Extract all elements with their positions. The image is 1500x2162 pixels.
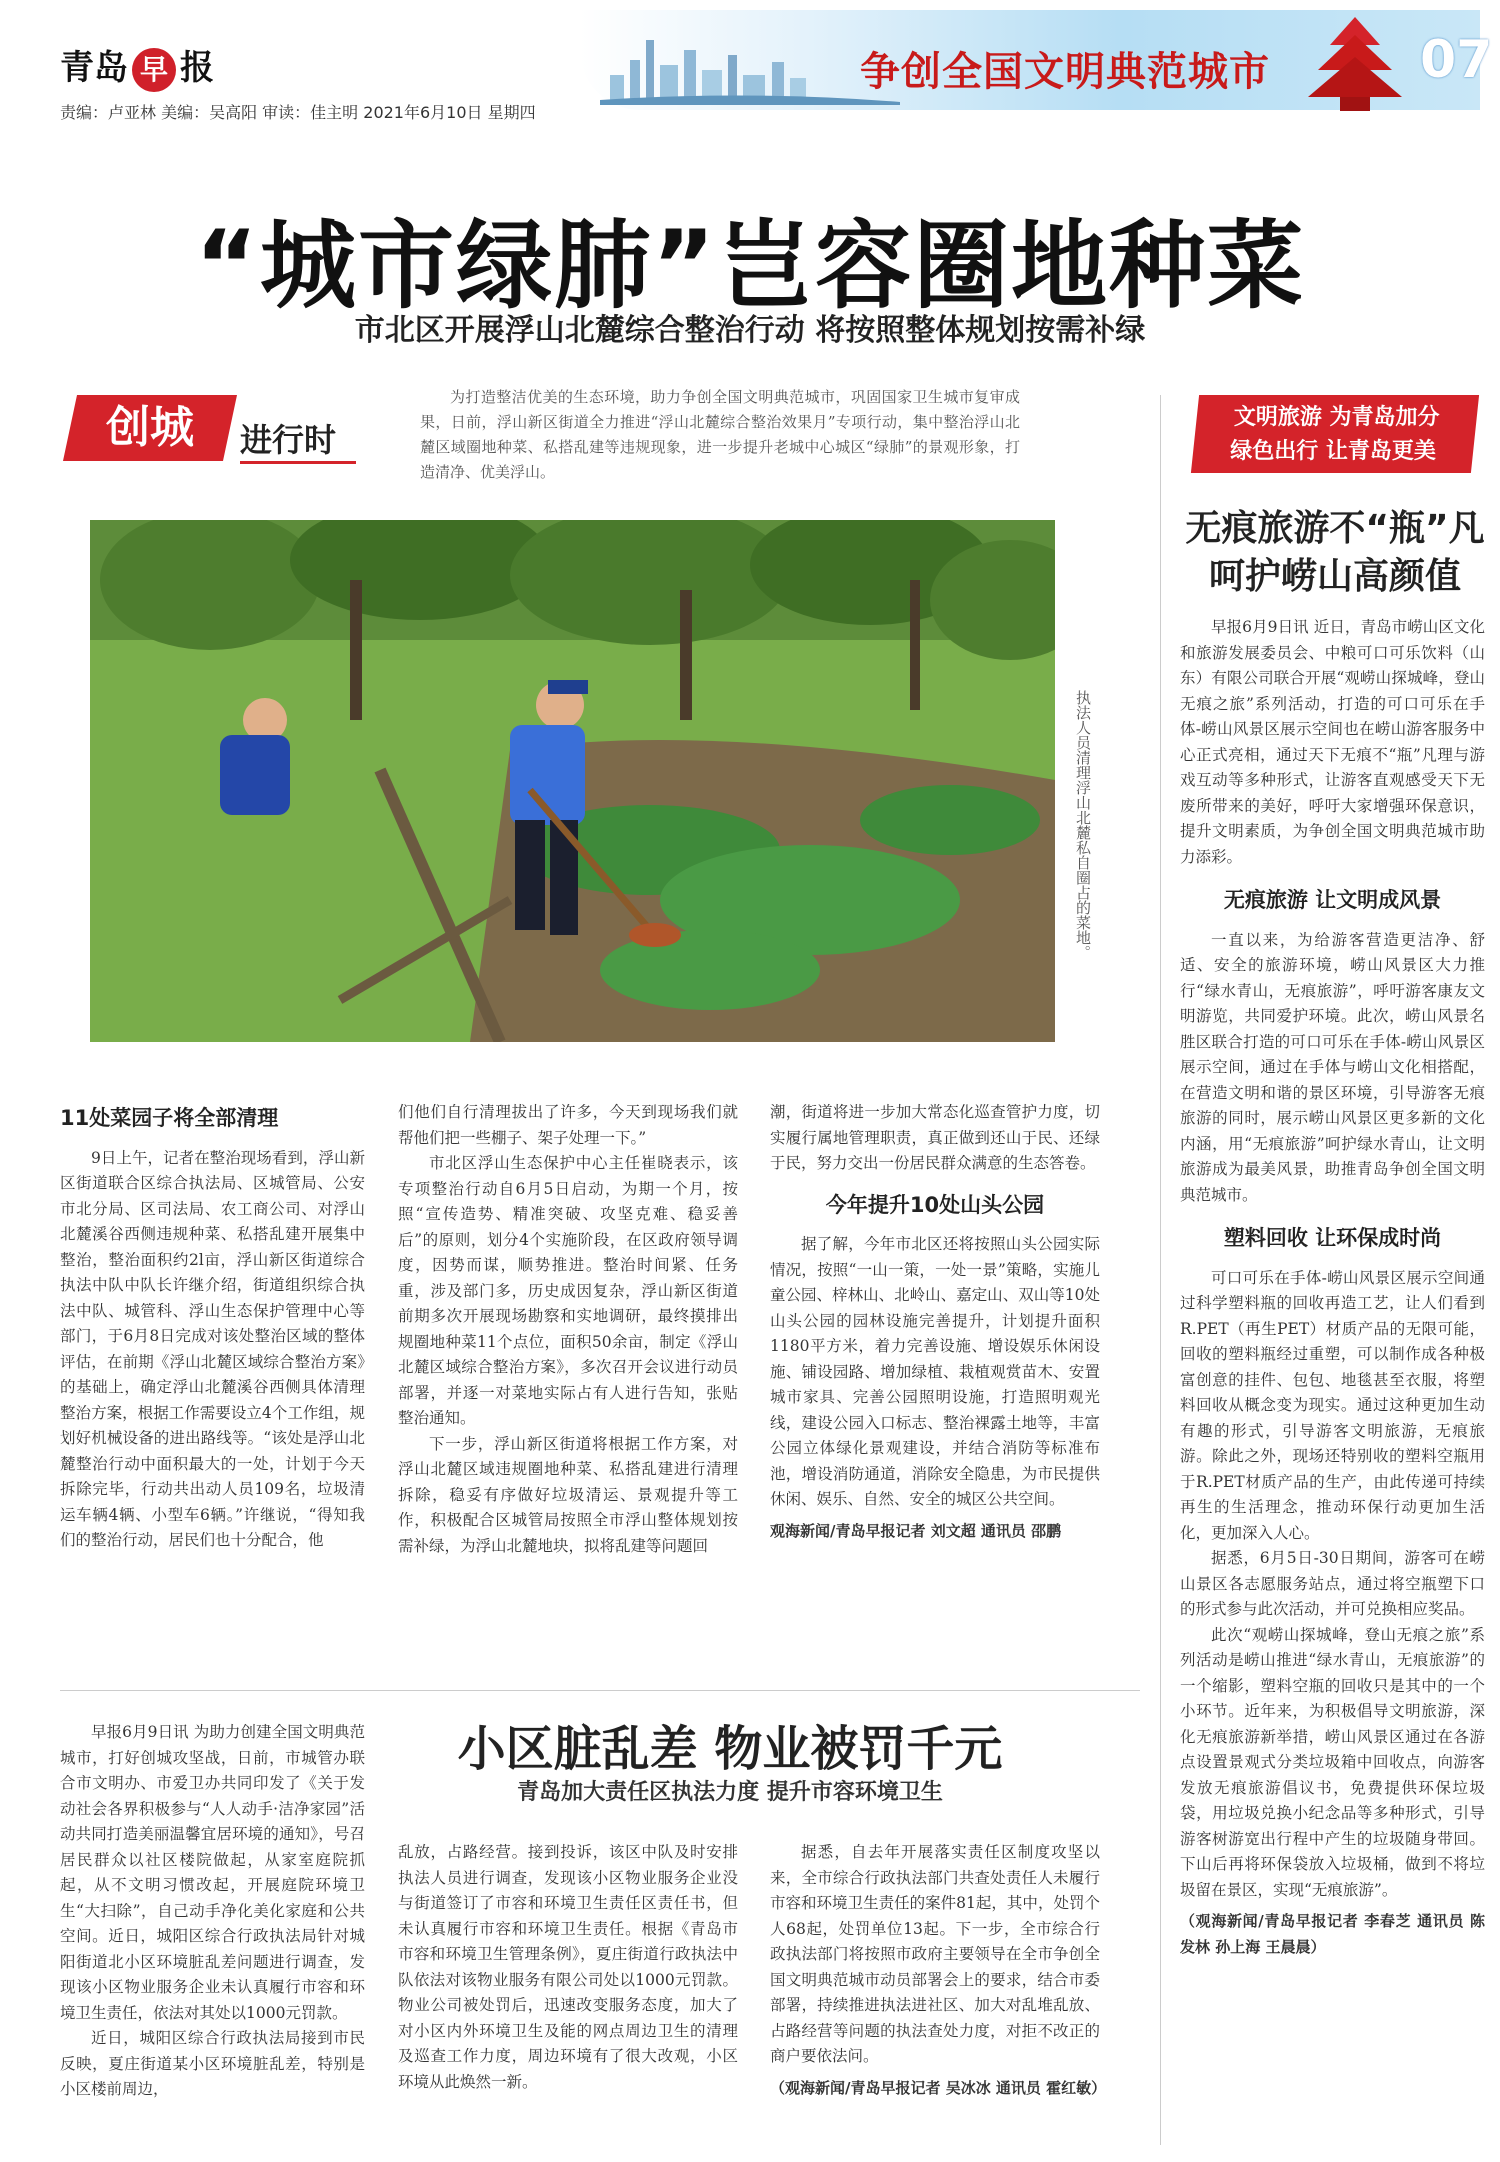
section-heading: 塑料回收 让环保成时尚 bbox=[1223, 1226, 1442, 1250]
section-heading: 今年提升10处山头公园 bbox=[825, 1192, 1045, 1217]
column-divider bbox=[1160, 395, 1161, 2145]
article1-column-1 bbox=[60, 1100, 365, 1554]
body-text: 据悉，自去年开展落实责任区制度攻坚以来，全市综合行政执法部门共查处责任人未履行市容和环境卫生责任的案件81起，其中，处罚个人68起，处罚单位13起。下一步，全市综合行政执法部门将按照市政府主要领导在全市争创全国文明典范城市动员部署会上的要求，结合市委部署，持续推进执法进社区、加大对乱堆乱放、占路经营等问题的执法查处力度，对拒不改正的商户要依法问。 bbox=[770, 1843, 1100, 2065]
section-heading: 11处菜园子将全部清理 bbox=[60, 1106, 279, 1130]
section-heading: 无痕旅游 让文明成风景 bbox=[1223, 888, 1442, 912]
sidebar-badge bbox=[1191, 395, 1479, 473]
byline: （观海新闻/青岛早报记者 吴冰冰 通讯员 霍红敏） bbox=[770, 2078, 1107, 2097]
article2-column-1 bbox=[60, 1720, 365, 2103]
article-lead: 为打造整洁优美的生态环境，助力争创全国文明典范城市，巩固国家卫生城市复审成果，日前，浮山新区街道全力推进“浮山北麓综合整治效果月”专项行动，集中整治浮山北麓区域圈地种菜、私搭乱建等违规现象，进一步提升老城中心城区“绿肺”的景观形象，打造清净、优美浮山。 bbox=[420, 388, 1020, 481]
photo-caption: 执法人员清理浮山北麓私自圈占的菜地。 bbox=[1074, 690, 1092, 960]
body-text: 乱放，占路经营。接到投诉，该区中队及时安排执法人员进行调查，发现该小区物业服务企业没与街道签订了市容和环境卫生责任区责任书，但未认真履行市容和环境卫生责任。根据《青岛市市容和环境卫生管理条例》，夏庄街道行政执法中队依法对该物业服务有限公司处以1000元罚款。物业公司被处罚后，迅速改变服务态度，加大了对小区内外环境卫生及能的网点周边卫生的清理及巡查工作力度，周边环境有了很大改观，小区环境从此焕然一新。 bbox=[398, 1843, 738, 2091]
body-text: 下一步，浮山新区街道将根据工作方案，对浮山北麓区域违规圈地种菜、私搭乱建进行清理拆除，稳妥有序做好垃圾清运、景观提升等工作，积极配合区城管局按照全市浮山整体规划按需补绿，为浮山北麓地块，拟将乱建等问题回 bbox=[398, 1434, 738, 1555]
sidebar-title-line2: 呵护崂山高颜值 bbox=[1208, 556, 1461, 597]
body-text: 一直以来，为给游客营造更洁净、舒适、安全的旅游环境，崂山风景区大力推行“绿水青山，无痕旅游”，呼吁游客康友文明游览，共同爱护环境。此次，崂山风景名胜区联合打造的可口可乐在手体-崂山风景区展示空间，通过在手体与崂山文化相搭配，在营造文明和谐的景区环境，引导游客无痕旅游的同时，展示崂山风景区更多新的文化内涵，用“无痕旅游”呵护绿水青山，让文明旅游成为最美风景，助推青岛争创全国文明典范城市。 bbox=[1180, 930, 1485, 1204]
main-subheadline: 市北区开展浮山北麓综合整治行动 将按照整体规划按需补绿 bbox=[354, 313, 1146, 348]
pagoda-icon bbox=[1300, 15, 1410, 115]
main-headline: “城市绿肺”岂容圈地种菜 bbox=[194, 210, 1306, 322]
byline: （观海新闻/青岛早报记者 李春芝 通讯员 陈发林 孙上海 王晨晨） bbox=[1180, 1912, 1485, 1956]
body-text: 早报6月9日讯 近日，青岛市崂山区文化和旅游发展委员会、中粮可口可乐饮料（山东）有限公司联合开展“观崂山探城峰，登山无痕之旅”系列活动，打造的可口可乐在手体-崂山风景区展示空间也在崂山游客服务中心正式亮相，通过天下无痕不“瓶”凡理与游戏互动等多种形式，让游客直观感受天下无废所带来的美好，呼吁大家增强环保意识，提升文明素质，为争创全国文明典范城市助力添彩。 bbox=[1180, 618, 1485, 866]
logo-left: 青岛 bbox=[60, 48, 128, 88]
sidebar-body bbox=[1180, 615, 1485, 1960]
body-text: 可口可乐在手体-崂山风景区展示空间通过科学塑料瓶的回收再造工艺，让人们看到R.PET（再生PET）材质产品的无限可能，回收的塑料瓶经过重塑，可以制作成各种极富创意的挂件、包包、地毯甚至衣服，将塑料回收从概念变为现实。通过这种更加生动有趣的形式，引导游客文明旅游，无痕旅游。除此之外，现场还特别收的塑料空瓶用于R.PET材质产品的生产，由此传递可持续再生的生活理念，推动环保行动更加生活化，更加深入人心。 bbox=[1180, 1268, 1485, 1542]
sidebar-title bbox=[1180, 505, 1490, 601]
badge-main-text: 创城 bbox=[106, 402, 194, 453]
chuangcheng-badge bbox=[70, 395, 370, 465]
article2-subheadline: 青岛加大责任区执法力度 提升市容环境卫生 bbox=[517, 1780, 943, 1805]
page-number: 07 bbox=[1420, 30, 1493, 90]
newspaper-logo[interactable] bbox=[60, 40, 214, 92]
masthead bbox=[0, 0, 1500, 130]
badge-sub: 进行时 bbox=[240, 415, 356, 464]
banner-title: 争创全国文明典范城市 bbox=[860, 49, 1270, 95]
city-skyline-icon bbox=[600, 20, 900, 105]
sidebar-title-line1: 无痕旅游不“瓶”凡 bbox=[1185, 508, 1485, 549]
logo-seal-icon: 早 bbox=[132, 48, 176, 92]
body-text: 9日上午，记者在整治现场看到，浮山新区街道联合区综合执法局、区城管局、公安市北分局、区司法局、农工商公司、对浮山北麓溪谷西侧违规种菜、私搭乱建开展集中整治，整治面积约2l亩，浮山新区街道综合执法中队中队长许继介绍，街道组织综合执法中队、城管科、浮山生态保护管理中心等部门，于6月8日完成对该处整治区域的整体评估，在前期《浮山北麓区域综合整治方案》的基础上，确定浮山北麓溪谷西侧具体清理整治方案，根据工作需要设立4个工作组，规划好机械设备的进出路线等。“该处是浮山北麓整治行动中面积最大的一处，计划于今天拆除完毕，行动共出动人员109名，垃圾清运车辆4辆、小型车6辆。”许继说，“得知我们的整治行动，居民们也十分配合，他 bbox=[60, 1148, 365, 1549]
article1-column-2 bbox=[398, 1100, 738, 1559]
sidebar-badge-line2: 绿色出行 让青岛更美 bbox=[1230, 439, 1436, 464]
body-text: 潮，街道将进一步加大常态化巡查管护力度，切实履行属地管理职责，真正做到还山于民、还绿于民，努力交出一份居民群众满意的生态答卷。 bbox=[770, 1103, 1100, 1172]
sidebar-badge-line1: 文明旅游 为青岛加分 bbox=[1233, 405, 1440, 430]
article2-column-2 bbox=[398, 1840, 738, 2095]
body-text: 据悉，6月5日-30日期间，游客可在崂山景区各志愿服务站点，通过将空瓶塑下口的形式参与此次活动，并可兑换相应奖品。 bbox=[1180, 1549, 1485, 1618]
body-text: 早报6月9日讯 为助力创建全国文明典范城市，打好创城攻坚战，日前，市城管办联合市文明办、市爱卫办共同印发了《关于发动社会各界积极参与“人人动手·洁净家园”活动共同打造美丽温馨宜居环境的通知》，号召居民群众以社区楼院做起，从家室庭院抓起，从不文明习惯改起，开展庭院环境卫生“大扫除”，自己动手净化美化家庭和公共空间。近日，城阳区综合行政执法局针对城阳街道北小区环境脏乱差问题进行调查，发现该小区物业服务企业未认真履行市容和环境卫生责任，依法对其处以1000元罚款。 bbox=[60, 1723, 365, 2022]
byline: 观海新闻/青岛早报记者 刘文超 通讯员 邵鹏 bbox=[770, 1521, 1062, 1540]
body-text: 近日，城阳区综合行政执法局接到市民反映，夏庄街道某小区环境脏乱差，特别是小区楼前周边， bbox=[60, 2029, 365, 2098]
body-text: 此次“观崂山探城峰，登山无痕之旅”系列活动是崂山推进“绿水青山，无痕旅游”的一个缩影，塑料空瓶的回收只是其中的一个小环节。近年来，为积极倡导文明旅游，深化无痕旅游新举措，崂山风景区通过在各游点设置景观式分类垃圾箱中回收点，向游客发放无痕旅游倡议书，免费提供环保垃圾袋，用垃圾兑换小纪念品等多种形式，引导游客树游宽出行程中产生的垃圾随身带回。下山后再将环保袋放入垃圾桶，做到不将垃圾留在景区，实现“无痕旅游”。 bbox=[1180, 1625, 1485, 1899]
article2-column-3 bbox=[770, 1840, 1107, 2101]
logo-right: 报 bbox=[180, 48, 214, 88]
article2-headline: 小区脏乱差 物业被罚千元 bbox=[457, 1721, 1003, 1777]
editor-credits: 责编：卢亚林 美编：吴高阳 审读：佳主明 2021年6月10日 星期四 bbox=[60, 103, 536, 122]
article-photo[interactable] bbox=[90, 520, 1055, 1042]
body-text: 市北区浮山生态保护中心主任崔晓表示，该专项整治行动自6月5日启动，为期一个月，按照“宣传造势、精准突破、攻坚克难、稳妥善后”的原则，划分4个实施阶段，在区政府领导调度，因势而谋，顺势推进。整治时间紧、任务重，涉及部门多，历史成因复杂，浮山新区街道前期多次开展现场勘察和实地调研，最终摸排出规圈地种菜11个点位，面积50余亩，制定《浮山北麓区域综合整治方案》，多次召开会议进行动员部署，并逐一对菜地实际占有人进行告知，张贴整治通知。 bbox=[398, 1154, 738, 1427]
body-text: 们他们自行清理拔出了许多，今天到现场我们就帮他们把一些棚子、架子处理一下。” bbox=[398, 1103, 738, 1147]
body-text: 据了解，今年市北区还将按照山头公园实际情况，按照“一山一策，一处一景”策略，实施儿童公园、梓林山、北岭山、嘉定山、双山等10处山头公园的园林设施完善提升，计划提升面积1180平方米，着力完善设施、增设娱乐休闲设施、铺设园路、增加绿植、栽植观赏苗木、安置城市家具、完善公园照明设施，打造照明观光线，建设公园入口标志、整治裸露土地等，丰富公园立体绿化景观建设，并结合消防等标准布池，增设消防通道，消除安全隐患，为市民提供休闲、娱乐、自然、安全的城区公共空间。 bbox=[770, 1235, 1100, 1508]
badge-main bbox=[63, 395, 237, 461]
article1-column-3 bbox=[770, 1100, 1100, 1544]
article-divider bbox=[60, 1690, 1140, 1691]
field-photo-illustration bbox=[90, 520, 1055, 1042]
